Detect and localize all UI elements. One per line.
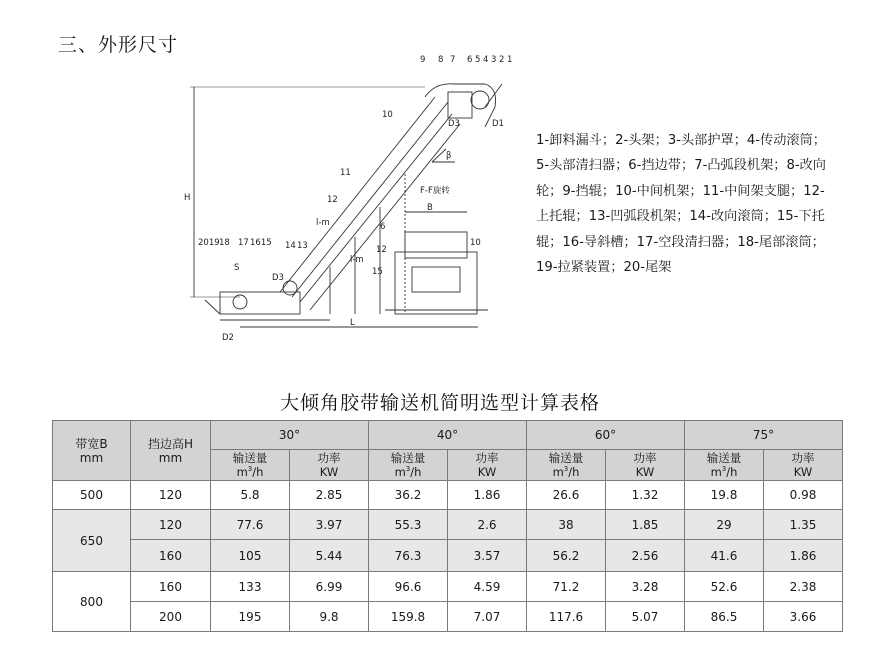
label-8: 8	[438, 55, 444, 65]
header-edge-height: 挡边高H mm	[131, 421, 211, 481]
cell-value: 19.8	[685, 481, 764, 510]
selection-table	[52, 420, 843, 632]
cell-value: 38	[527, 510, 606, 540]
cell-edge: 120	[131, 510, 211, 540]
section-title: 三、外形尺寸	[58, 34, 179, 56]
legend-item: 1-卸料漏斗；	[536, 133, 616, 148]
label-15b: 15	[372, 267, 383, 277]
cell-value: 86.5	[685, 602, 764, 632]
label-1: 1	[507, 55, 513, 65]
label-b: B	[427, 203, 433, 213]
label-d1: D1	[492, 119, 504, 129]
legend-item: 19-拉紧装置；	[536, 260, 624, 276]
sub-header-capacity: 输送量 $m^3/h$	[369, 450, 448, 481]
legend-item: 7-凸弧段机架；	[694, 158, 787, 174]
cell-value: 55.3	[369, 510, 448, 540]
table-title: 大倾角胶带输送机简明选型计算表格	[279, 392, 600, 414]
cell-value: 76.3	[369, 540, 448, 572]
legend-item: 16-导斜槽；	[562, 234, 637, 250]
legend-item: 18-尾部滚筒；	[737, 234, 825, 250]
cell-value: 56.2	[527, 540, 606, 572]
label-3: 3	[491, 55, 497, 65]
header-angle-30: 30°	[211, 421, 369, 450]
legend-item: 12-上托辊；	[536, 183, 825, 225]
sub-header-power: 功率 KW	[290, 450, 369, 481]
cell-value: 2.6	[448, 510, 527, 540]
label-4: 4	[483, 55, 489, 65]
label-10b: 10	[470, 238, 481, 248]
label-14: 14	[285, 241, 296, 251]
label-s: S	[234, 263, 240, 273]
cell-value: 96.6	[369, 572, 448, 602]
label-d2: D2	[222, 333, 234, 343]
legend-item: 11-中间架支腿；	[702, 183, 804, 199]
label-6b: 6	[380, 222, 386, 232]
legend-item: 6-挡边带；	[628, 158, 695, 174]
cell-value: 2.38	[764, 572, 843, 602]
legend-item: 20-尾架	[623, 260, 672, 276]
cell-edge: 200	[131, 602, 211, 632]
cell-value: 3.66	[764, 602, 843, 632]
label-lm-1: l-m	[316, 218, 330, 228]
sub-header-power: 功率 KW	[764, 450, 843, 481]
cell-value: 5.8	[211, 481, 290, 510]
cell-value: 77.6	[211, 510, 290, 540]
cell-belt: 650	[53, 510, 131, 572]
table-row	[53, 572, 843, 602]
cell-value: 26.6	[527, 481, 606, 510]
legend-item: 9-挡辊；	[562, 183, 616, 199]
label-7: 7	[450, 55, 456, 65]
table-row	[53, 481, 843, 510]
cell-value: 133	[211, 572, 290, 602]
legend-item: 10-中间机架；	[615, 183, 703, 199]
header-angle-40: 40°	[369, 421, 527, 450]
label-2: 2	[499, 55, 505, 65]
cell-value: 5.07	[606, 602, 685, 632]
cell-belt: 800	[53, 572, 131, 632]
label-1615: 1615	[250, 238, 272, 248]
cell-value: 195	[211, 602, 290, 632]
sub-header-power: 功率 KW	[448, 450, 527, 481]
legend-item: 5-头部清扫器；	[536, 158, 629, 174]
cell-value: 6.99	[290, 572, 369, 602]
sub-header-capacity: 输送量 $m^3/h$	[527, 450, 606, 481]
sub-header-capacity: 输送量 $m^3/h$	[685, 450, 764, 481]
cell-value: 41.6	[685, 540, 764, 572]
table-row	[53, 540, 843, 572]
label-18: 18	[219, 238, 230, 248]
legend-item: 2-头架；	[615, 133, 668, 148]
sub-header-power: 功率 KW	[606, 450, 685, 481]
legend-item: 13-凹弧段机架；	[588, 209, 690, 225]
legend-item: 4-传动滚筒；	[746, 133, 826, 148]
cell-value: 4.59	[448, 572, 527, 602]
label-l: L	[350, 318, 355, 328]
cell-value: 105	[211, 540, 290, 572]
cell-value: 29	[685, 510, 764, 540]
label-12: 12	[327, 195, 338, 205]
label-17: 17	[238, 238, 249, 248]
table-row	[53, 510, 843, 540]
sub-header-capacity: 输送量 $m^3/h$	[211, 450, 290, 481]
label-lm-2: l-m	[350, 255, 364, 265]
cell-value: 9.8	[290, 602, 369, 632]
label-2019: 2019	[198, 238, 220, 248]
conveyor-drawing	[180, 52, 520, 352]
cell-value: 0.98	[764, 481, 843, 510]
table-row	[53, 602, 843, 632]
cell-value: 1.35	[764, 510, 843, 540]
legend-item: 8-改向轮；	[536, 158, 826, 199]
cell-value: 2.85	[290, 481, 369, 510]
label-d3-bottom: D3	[272, 273, 284, 283]
parts-legend	[536, 128, 826, 280]
cell-value: 71.2	[527, 572, 606, 602]
cell-value: 1.86	[448, 481, 527, 510]
legend-item: 15-下托辊；	[536, 209, 825, 250]
cell-value: 52.6	[685, 572, 764, 602]
label-beta: β	[446, 151, 452, 161]
label-10: 10	[382, 110, 393, 120]
cell-value: 3.97	[290, 510, 369, 540]
cell-value: 1.85	[606, 510, 685, 540]
cell-value: 5.44	[290, 540, 369, 572]
label-ff-rotate: F-F旋转	[420, 186, 450, 196]
label-9: 9	[420, 55, 426, 65]
cell-value: 3.28	[606, 572, 685, 602]
label-11: 11	[340, 168, 351, 178]
header-angle-60: 60°	[527, 421, 685, 450]
label-h: H	[184, 193, 191, 203]
cell-value: 1.86	[764, 540, 843, 572]
header-belt-width: 带宽B mm	[53, 421, 131, 481]
label-5: 5	[475, 55, 481, 65]
cell-value: 117.6	[527, 602, 606, 632]
legend-item: 14-改向滚筒；	[689, 209, 777, 225]
cell-value: 1.32	[606, 481, 685, 510]
cell-edge: 160	[131, 540, 211, 572]
cell-value: 159.8	[369, 602, 448, 632]
label-d3-top: D3	[448, 119, 460, 129]
cell-edge: 120	[131, 481, 211, 510]
label-12b: 12	[376, 245, 387, 255]
cell-value: 7.07	[448, 602, 527, 632]
legend-item: 3-头部护罩；	[667, 133, 747, 148]
cell-value: 36.2	[369, 481, 448, 510]
cell-value: 3.57	[448, 540, 527, 572]
conveyor-outline-svg	[180, 52, 520, 352]
cell-edge: 160	[131, 572, 211, 602]
header-angle-75: 75°	[685, 421, 843, 450]
cell-value: 2.56	[606, 540, 685, 572]
label-13: 13	[297, 241, 308, 251]
label-6: 6	[467, 55, 473, 65]
legend-item: 17-空段清扫器；	[636, 234, 738, 250]
cell-belt: 500	[53, 481, 131, 510]
